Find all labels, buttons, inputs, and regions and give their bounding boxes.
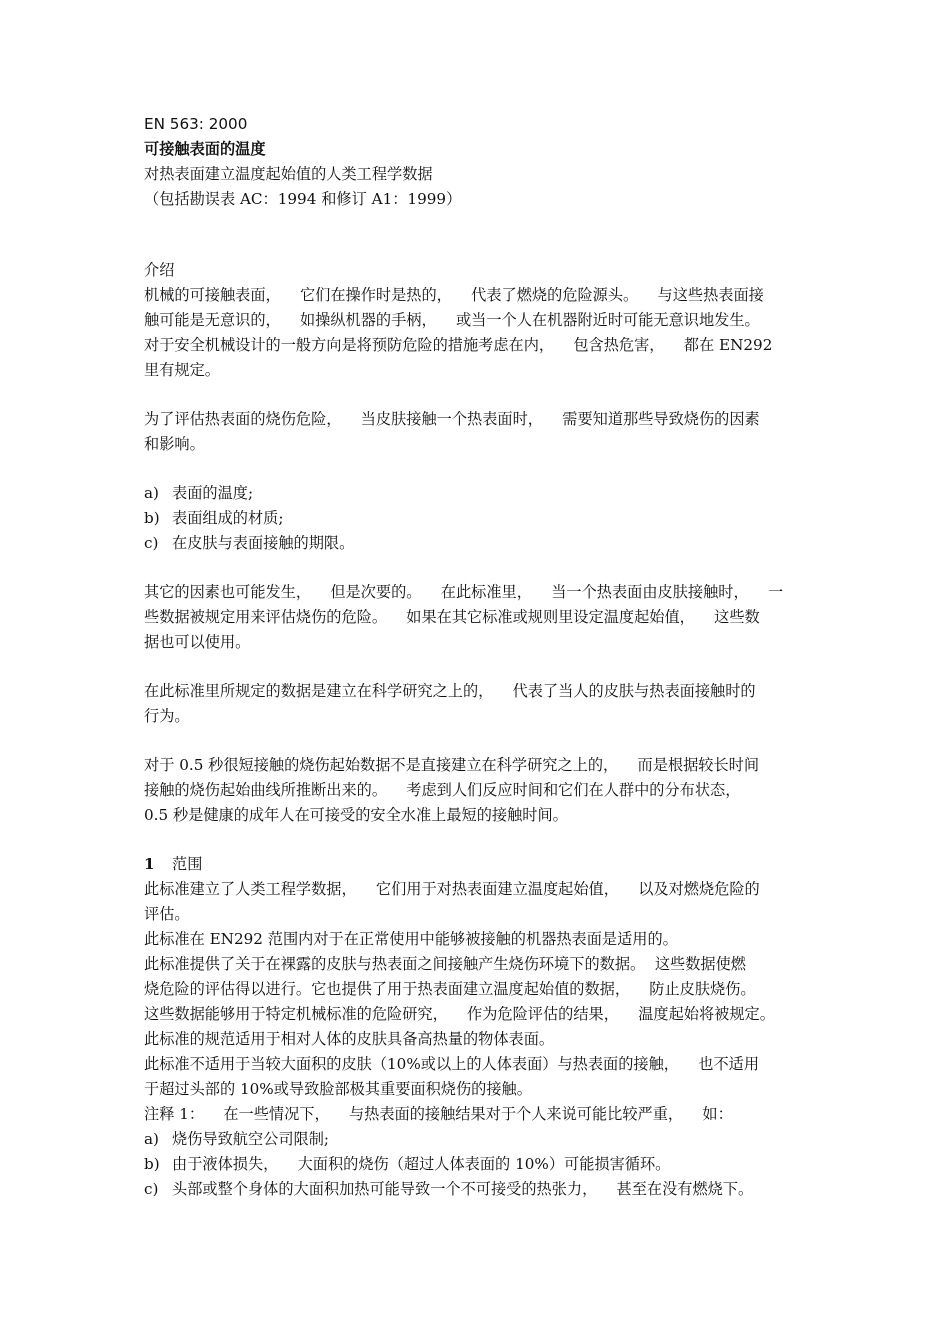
- list-text: 烧伤导致航空公司限制;: [172, 1130, 329, 1148]
- list-marker: b): [144, 509, 160, 527]
- list-marker: c): [144, 1180, 159, 1198]
- list-text: 表面组成的材质;: [172, 509, 284, 527]
- scope-section: [144, 852, 812, 1202]
- list-item: [144, 481, 812, 506]
- text-line: 机械的可接触表面， 它们在操作时是热的， 代表了燃烧的危险源头。 与这些热表面接: [144, 286, 764, 304]
- text-line: 里有规定。: [144, 361, 220, 379]
- note-list: [144, 1127, 812, 1202]
- text-line: 触可能是无意识的， 如操纵机器的手柄， 或当一个人在机器附近时可能无意识地发生。: [144, 311, 760, 329]
- text-line: 此标准提供了关于在裸露的皮肤与热表面之间接触产生烧伤环境下的数据。 这些数据使燃: [144, 955, 746, 973]
- text-line: 于超过头部的 10%或导致脸部极其重要面积烧伤的接触。: [144, 1080, 532, 1098]
- text-line: 据也可以使用。: [144, 633, 251, 651]
- intro-paragraph-5: [144, 753, 812, 828]
- list-marker: a): [144, 484, 159, 502]
- note-line: 注释 1： 在一些情况下， 与热表面的接触结果对于个人来说可能比较严重， 如：: [144, 1105, 733, 1123]
- list-item: [144, 531, 812, 556]
- text-line: 0.5 秒是健康的成年人在可接受的安全水准上最短的接触时间。: [144, 806, 568, 824]
- list-marker: a): [144, 1130, 159, 1148]
- list-text: 表面的温度;: [172, 484, 254, 502]
- intro-heading: 介绍: [144, 261, 175, 279]
- intro-paragraph-4: [144, 679, 812, 729]
- list-text: 在皮肤与表面接触的期限。: [172, 534, 355, 552]
- text-line: 接触的烧伤起始曲线所推断出来的。 考虑到人们反应时间和它们在人群中的分布状态，: [144, 781, 741, 799]
- list-item: [144, 506, 812, 531]
- document-page: [144, 112, 812, 1202]
- document-header: [144, 112, 812, 212]
- amendment-note: （包括勘误表 AC：1994 和修订 A1：1999）: [144, 190, 462, 208]
- section-title: 范围: [172, 855, 203, 873]
- section-number: 1: [144, 855, 155, 873]
- list-item: [144, 1127, 812, 1152]
- text-line: 对于安全机械设计的一般方向是将预防危险的措施考虑在内， 包含热危害， 都在 EN292: [144, 336, 773, 354]
- intro-paragraph-1: [144, 283, 812, 383]
- intro-section: [144, 258, 812, 852]
- text-line: 和影响。: [144, 435, 205, 453]
- standard-code: EN 563: 2000: [144, 115, 248, 133]
- text-line: 在此标准里所规定的数据是建立在科学研究之上的， 代表了当人的皮肤与热表面接触时的: [144, 682, 756, 700]
- list-item: [144, 1152, 812, 1177]
- list-item: [144, 1177, 812, 1202]
- text-line: 此标准的规范适用于相对人体的皮肤具备高热量的物体表面。: [144, 1030, 555, 1048]
- intro-paragraph-2: [144, 407, 812, 457]
- text-line: 行为。: [144, 707, 190, 725]
- intro-paragraph-3: [144, 580, 812, 655]
- text-line: 其它的因素也可能发生， 但是次要的。 在此标准里， 当一个热表面由皮肤接触时， 一: [144, 583, 784, 601]
- text-line: 对于 0.5 秒很短接触的烧伤起始数据不是直接建立在科学研究之上的， 而是根据较长时间: [144, 756, 760, 774]
- text-line: 此标准在 EN292 范围内对于在正常使用中能够被接触的机器热表面是适用的。: [144, 930, 678, 948]
- text-line: 这些数据能够用于特定机械标准的危险研究， 作为危险评估的结果， 温度起始将被规定。: [144, 1005, 775, 1023]
- text-line: 评估。: [144, 905, 190, 923]
- section-heading: [144, 852, 812, 877]
- factor-list: [144, 481, 812, 556]
- text-line: 些数据被规定用来评估烧伤的危险。 如果在其它标准或规则里设定温度起始值， 这些数: [144, 608, 760, 626]
- document-subtitle: 对热表面建立温度起始值的人类工程学数据: [144, 165, 433, 183]
- document-title: 可接触表面的温度: [144, 140, 266, 158]
- text-line: 此标准不适用于当较大面积的皮肤（10%或以上的人体表面）与热表面的接触， 也不适用: [144, 1055, 760, 1073]
- list-marker: b): [144, 1155, 160, 1173]
- text-line: 烧危险的评估得以进行。它也提供了用于热表面建立温度起始值的数据， 防止皮肤烧伤。: [144, 980, 756, 998]
- list-text: 头部或整个身体的大面积加热可能导致一个不可接受的热张力， 甚至在没有燃烧下。: [172, 1180, 754, 1198]
- list-marker: c): [144, 534, 159, 552]
- text-line: 此标准建立了人类工程学数据， 它们用于对热表面建立温度起始值， 以及对燃烧危险的: [144, 880, 760, 898]
- list-text: 由于液体损失， 大面积的烧伤（超过人体表面的 10%）可能损害循环。: [172, 1155, 671, 1173]
- text-line: 为了评估热表面的烧伤危险， 当皮肤接触一个热表面时， 需要知道那些导致烧伤的因素: [144, 410, 760, 428]
